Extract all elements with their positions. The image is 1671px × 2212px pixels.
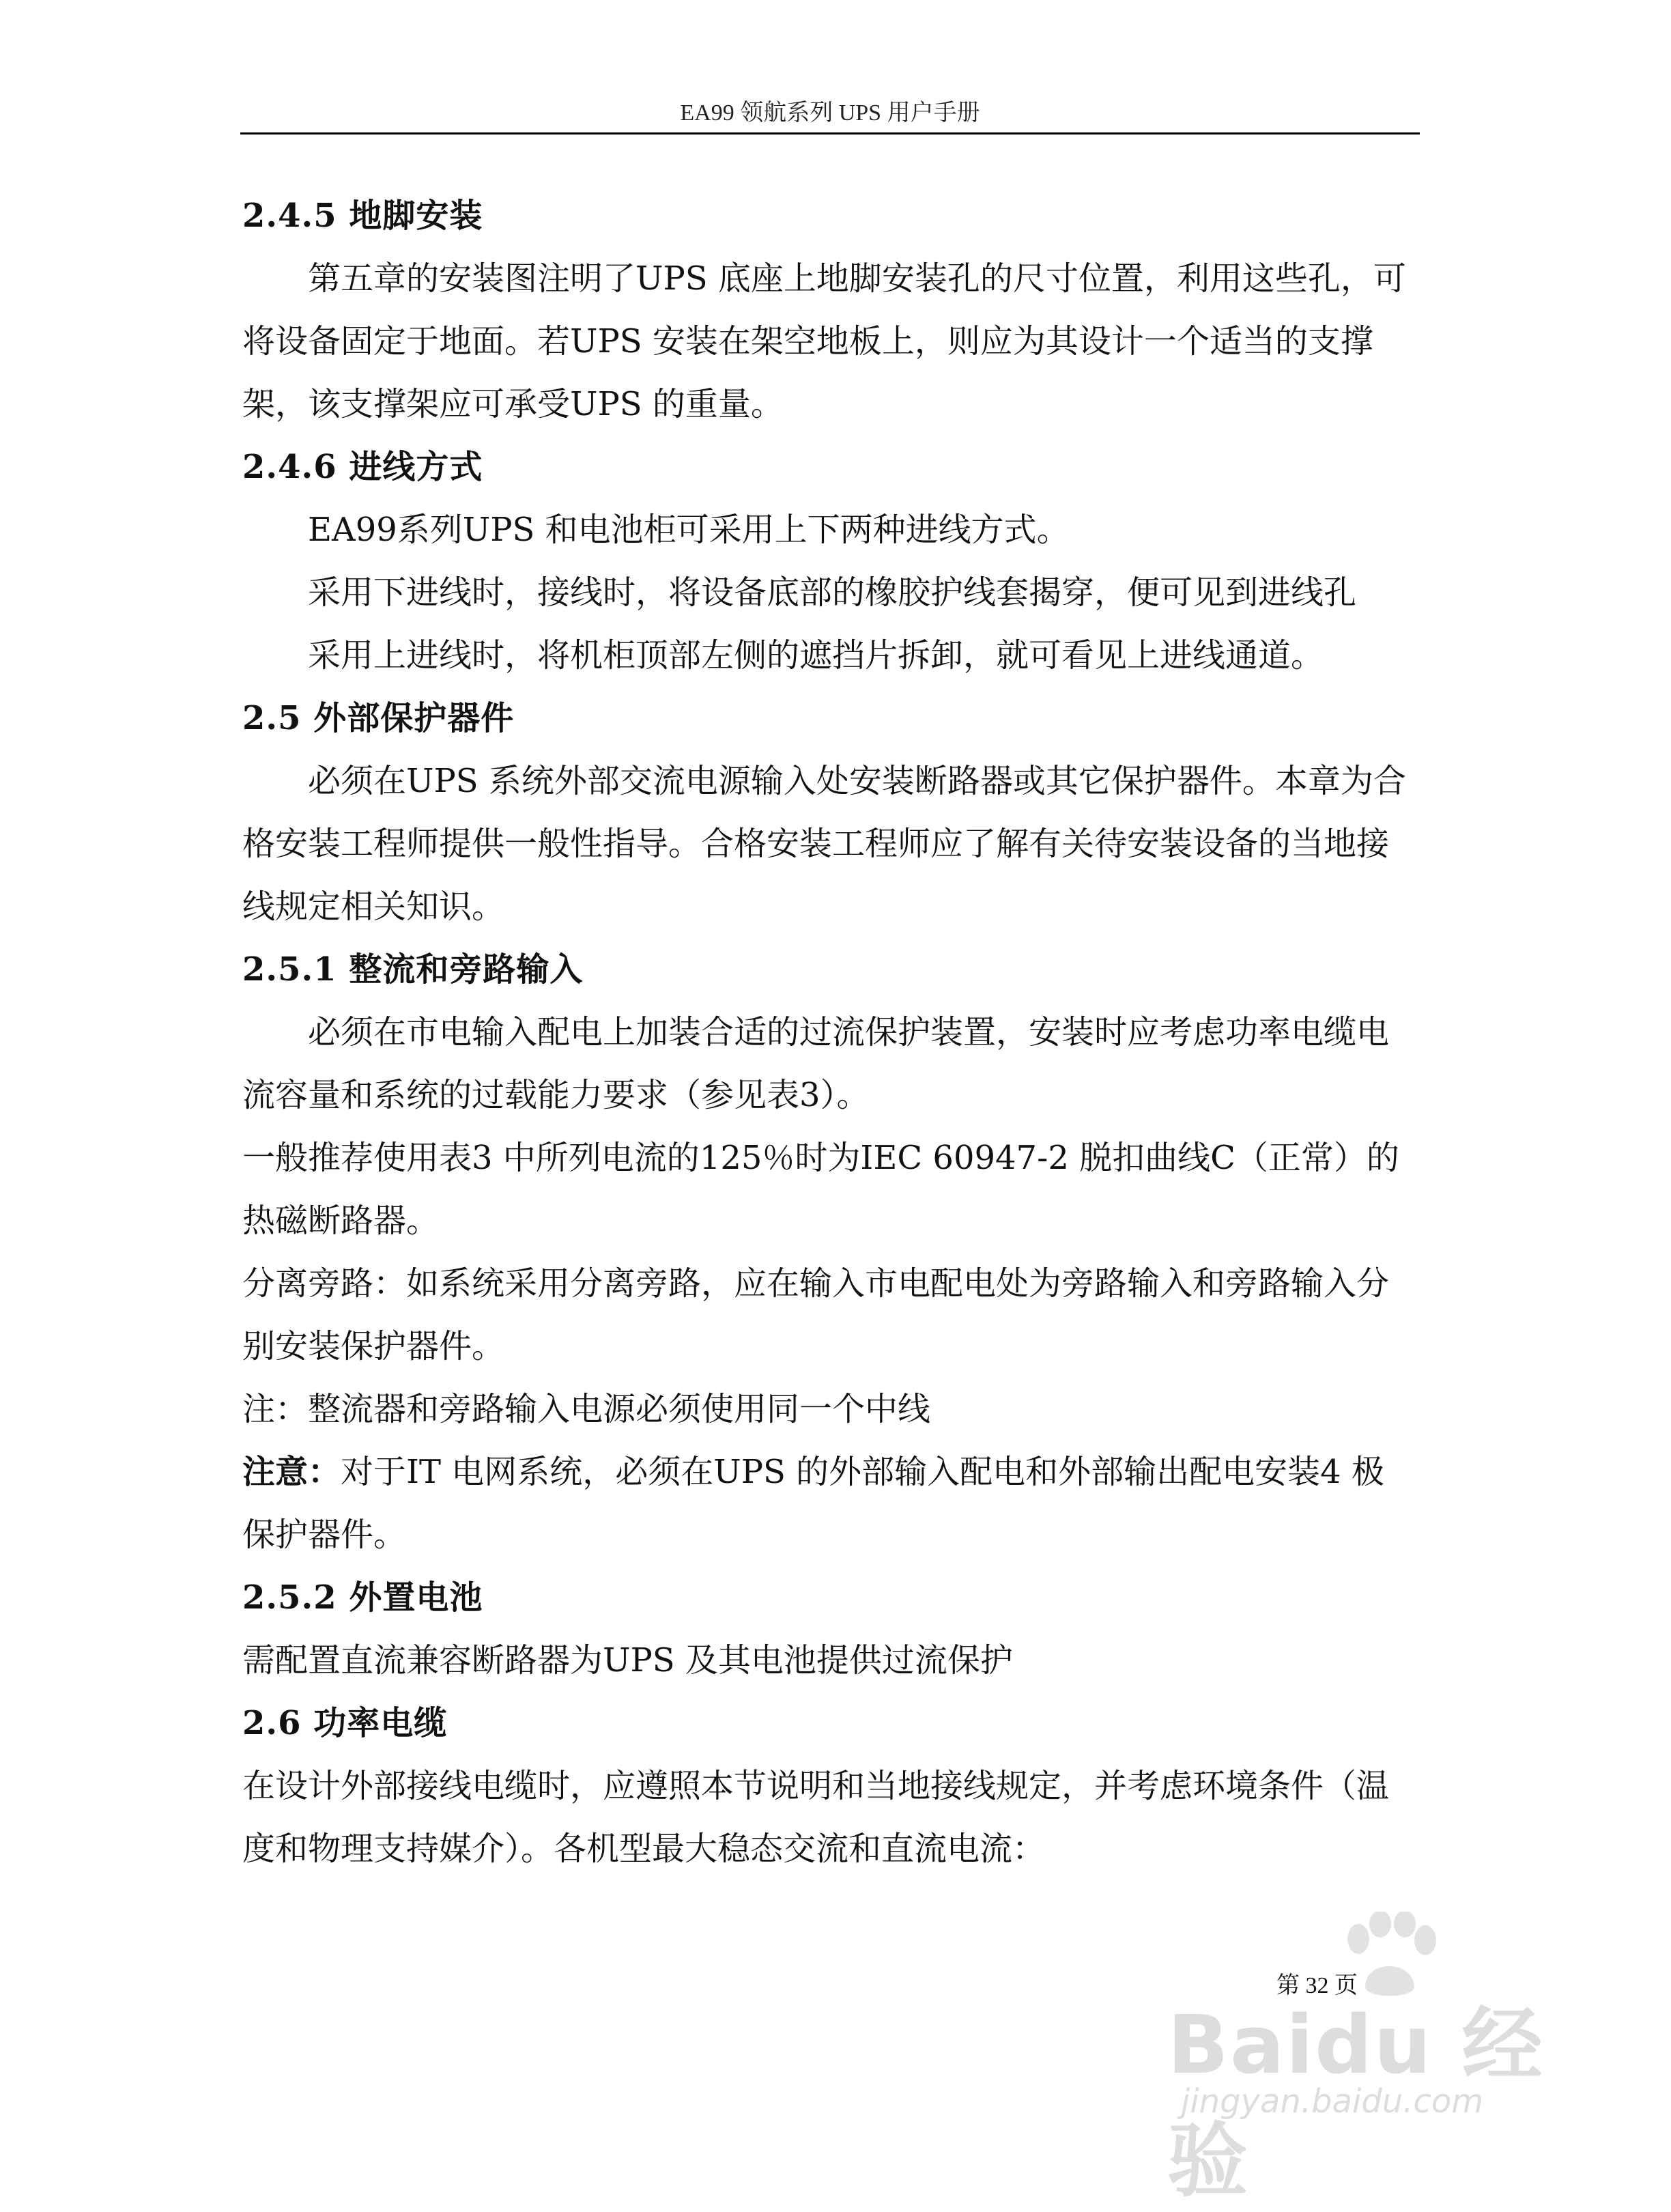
warning-label: 注意： — [242, 1453, 341, 1491]
heading-2-4-5: 2.4.5 地脚安装 — [242, 197, 483, 235]
paragraph: 采用上进线时，将机柜顶部左侧的遮挡片拆卸，就可看见上进线通道。 — [308, 636, 1324, 675]
page-number: 第 32 页 — [1276, 1973, 1358, 1998]
document-body — [242, 184, 1416, 1880]
paragraph: 必须在市电输入配电上加装合适的过流保护装置，安装时应考虑功率电缆电流容量和系统的过载能力要求（参见表3）。 — [242, 1013, 1390, 1114]
heading-2-6: 2.6 功率电缆 — [242, 1704, 448, 1742]
paragraph: 第五章的安装图注明了UPS 底座上地脚安装孔的尺寸位置，利用这些孔，可将设备固定于地面。若UPS 安装在架空地板上，则应为其设计一个适当的支撑架，该支撑架应可承受UPS 的重量。 — [242, 259, 1406, 423]
paragraph: 一般推荐使用表3 中所列电流的125％时为IEC 60947-2 脱扣曲线C（正常）的热磁断路器。 — [242, 1139, 1399, 1240]
paragraph: EA99系列UPS 和电池柜可采用上下两种进线方式。 — [308, 511, 1070, 549]
heading-2-5: 2.5 外部保护器件 — [242, 699, 515, 737]
paragraph: 必须在UPS 系统外部交流电源输入处安装断路器或其它保护器件。本章为合格安装工程师提供一般性指导。合格安装工程师应了解有关待安装设备的当地接线规定相关知识。 — [242, 762, 1406, 926]
heading-2-4-6: 2.4.6 进线方式 — [242, 448, 483, 486]
paragraph: 需配置直流兼容断路器为UPS 及其电池提供过流保护 — [242, 1641, 1013, 1679]
baidu-watermark — [1167, 1912, 1590, 2208]
page-header: EA99 领航系列 UPS 用户手册 — [680, 100, 980, 126]
watermark-brand: Baidu 经验 — [1167, 1998, 1544, 2208]
warning-paragraph — [242, 1441, 1416, 1566]
heading-2-5-2: 2.5.2 外置电池 — [242, 1578, 483, 1617]
heading-2-5-1: 2.5.1 整流和旁路输入 — [242, 950, 584, 989]
paragraph: 采用下进线时，接线时，将设备底部的橡胶护线套揭穿，便可见到进线孔 — [308, 573, 1357, 612]
paragraph: 分离旁路：如系统采用分离旁路，应在输入市电配电处为旁路输入和旁路输入分别安装保护器件。 — [242, 1264, 1390, 1365]
header-rule — [240, 132, 1420, 134]
watermark-url: jingyan.baidu.com — [1181, 2082, 1483, 2121]
paragraph: 在设计外部接线电缆时，应遵照本节说明和当地接线规定，并考虑环境条件（温度和物理支持媒介）。各机型最大稳态交流和直流电流： — [242, 1767, 1390, 1868]
warning-text: 对于IT 电网系统，必须在UPS 的外部输入配电和外部输出配电安装4 极保护器件。 — [242, 1453, 1384, 1554]
note-paragraph: 注：整流器和旁路输入电源必须使用同一个中线 — [242, 1390, 931, 1428]
